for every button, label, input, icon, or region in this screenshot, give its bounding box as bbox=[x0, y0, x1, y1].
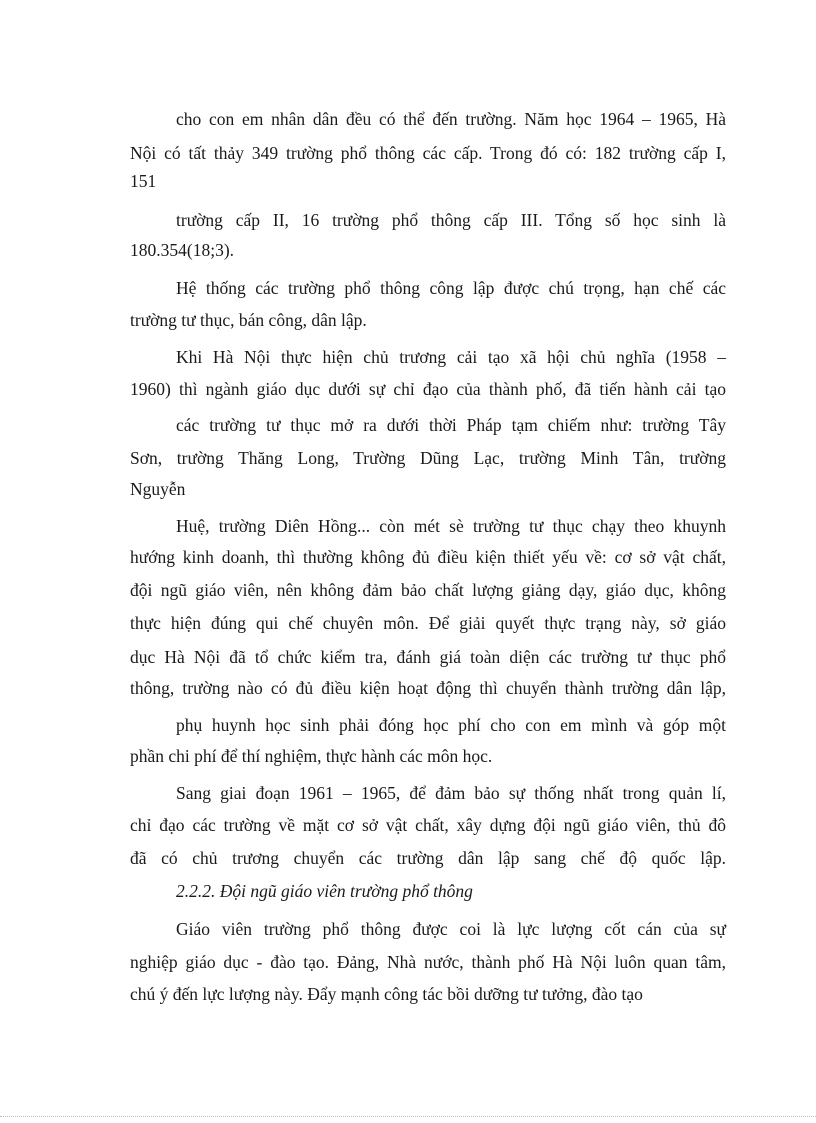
text-line: 151 bbox=[130, 171, 157, 191]
text-line: 1960) thì ngành giáo dục dưới sự chỉ đạo của thành phố, đã tiến hành cải tạo bbox=[130, 379, 726, 399]
text-line: đã có chủ trương chuyển các trường dân lập sang chế độ quốc lập. bbox=[130, 848, 726, 868]
text-line: nghiệp giáo dục - đào tạo. Đảng, Nhà nước, thành phố Hà Nội luôn quan tâm, bbox=[130, 952, 726, 972]
text-line: trường cấp II, 16 trường phổ thông cấp III. Tổng số học sinh là bbox=[176, 210, 726, 230]
text-line: Sang giai đoạn 1961 – 1965, để đảm bảo sự thống nhất trong quản lí, bbox=[176, 783, 726, 803]
text-line: dục Hà Nội đã tổ chức kiểm tra, đánh giá toàn diện các trường tư thục phổ bbox=[130, 647, 726, 667]
text-line: phần chi phí để thí nghiệm, thực hành các môn học. bbox=[130, 746, 493, 766]
text-line: 180.354(18;3). bbox=[130, 240, 235, 260]
text-line: chỉ đạo các trường về mặt cơ sở vật chất, xây dựng đội ngũ giáo viên, thủ đô bbox=[130, 815, 726, 835]
text-line: Nội có tất thảy 349 trường phổ thông các cấp. Trong đó có: 182 trường cấp I, bbox=[130, 143, 726, 163]
text-line: thực hiện đúng qui chế chuyên môn. Để giải quyết thực trạng này, sở giáo bbox=[130, 613, 726, 633]
text-line: Huệ, trường Diên Hồng... còn mét sè trường tư thục chạy theo khuynh bbox=[176, 516, 726, 536]
text-line: hướng kinh doanh, thì thường không đủ điều kiện thiết yếu về: cơ sở vật chất, bbox=[130, 547, 726, 567]
page-bottom-divider bbox=[0, 1116, 816, 1117]
text-line: Hệ thống các trường phổ thông công lập được chú trọng, hạn chế các bbox=[176, 278, 726, 298]
text-line: trường tư thục, bán công, dân lập. bbox=[130, 310, 367, 330]
text-line: Khi Hà Nội thực hiện chủ trương cải tạo xã hội chủ nghĩa (1958 – bbox=[176, 347, 726, 367]
text-line: Sơn, trường Thăng Long, Trường Dũng Lạc, trường Minh Tân, trường bbox=[130, 448, 726, 468]
text-line: chú ý đến lực lượng này. Đẩy mạnh công tác bồi dưỡng tư tưởng, đào tạo bbox=[130, 984, 643, 1004]
text-line: phụ huynh học sinh phải đóng học phí cho con em mình và góp một bbox=[176, 715, 726, 735]
section-heading: 2.2.2. Đội ngũ giáo viên trường phổ thông bbox=[176, 881, 473, 901]
text-line: Giáo viên trường phổ thông được coi là lực lượng cốt cán của sự bbox=[176, 919, 726, 939]
text-line: các trường tư thục mở ra dưới thời Pháp tạm chiếm như: trường Tây bbox=[176, 415, 726, 435]
text-line: Nguyễn bbox=[130, 479, 186, 499]
text-line: cho con em nhân dân đều có thể đến trường. Năm học 1964 – 1965, Hà bbox=[176, 109, 726, 129]
text-line: đội ngũ giáo viên, nên không đảm bảo chất lượng giảng dạy, giáo dục, không bbox=[130, 580, 726, 600]
text-line: thông, trường nào có đủ điều kiện hoạt động thì chuyển thành trường dân lập, bbox=[130, 678, 726, 698]
